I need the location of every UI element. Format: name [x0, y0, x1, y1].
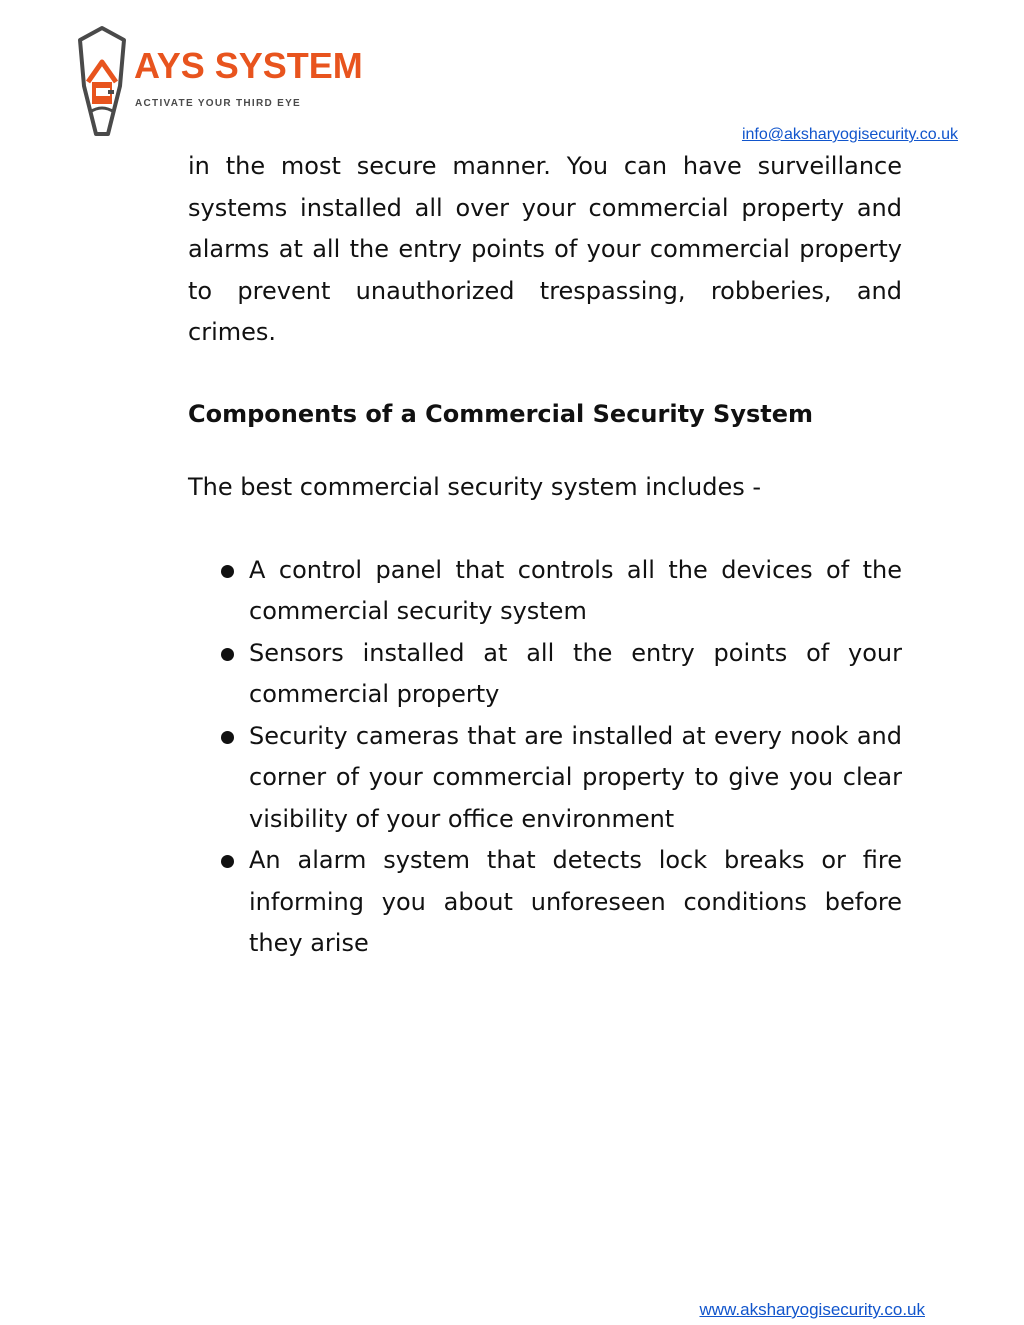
logo-tagline: ACTIVATE YOUR THIRD EYE: [135, 98, 302, 109]
email-link[interactable]: info@aksharyogisecurity.co.uk: [741, 126, 958, 143]
list-item-text: A control panel that controls all the devices of the commercial security system: [249, 555, 902, 625]
logo-title: AYS SYSTEM: [134, 45, 363, 86]
company-logo: [78, 26, 363, 144]
website-link[interactable]: www.aksharyogisecurity.co.uk: [699, 1300, 925, 1319]
list-item-text: Security cameras that are installed at every nook and corner of your commercial property to give you clear visibility of your office environment: [249, 721, 902, 833]
list-item-text: Sensors installed at all the entry points of your commercial property: [249, 638, 902, 708]
bullet-icon: [221, 648, 234, 661]
bullet-icon: [221, 565, 234, 578]
list-item-text: An alarm system that detects lock breaks or fire informing you about unforeseen conditions before they arise: [249, 846, 902, 957]
section-heading: Components of a Commercial Security System: [188, 399, 814, 428]
components-list: [188, 550, 902, 965]
list-item: [188, 550, 902, 633]
list-item: [188, 716, 902, 841]
ays-shield-logo-icon: [78, 26, 363, 144]
bullet-icon: [221, 855, 234, 868]
body-paragraph: in the most secure manner. You can have surveillance systems installed all over your commercial property and alarms at all the entry points of your commercial property to prevent unauthorized trespassing, robberies, and crimes.: [188, 152, 902, 346]
list-item: [188, 633, 902, 716]
list-item: [188, 840, 902, 965]
intro-text: The best commercial security system includes -: [188, 472, 762, 501]
bullet-icon: [221, 731, 234, 744]
main-content: [188, 146, 902, 965]
